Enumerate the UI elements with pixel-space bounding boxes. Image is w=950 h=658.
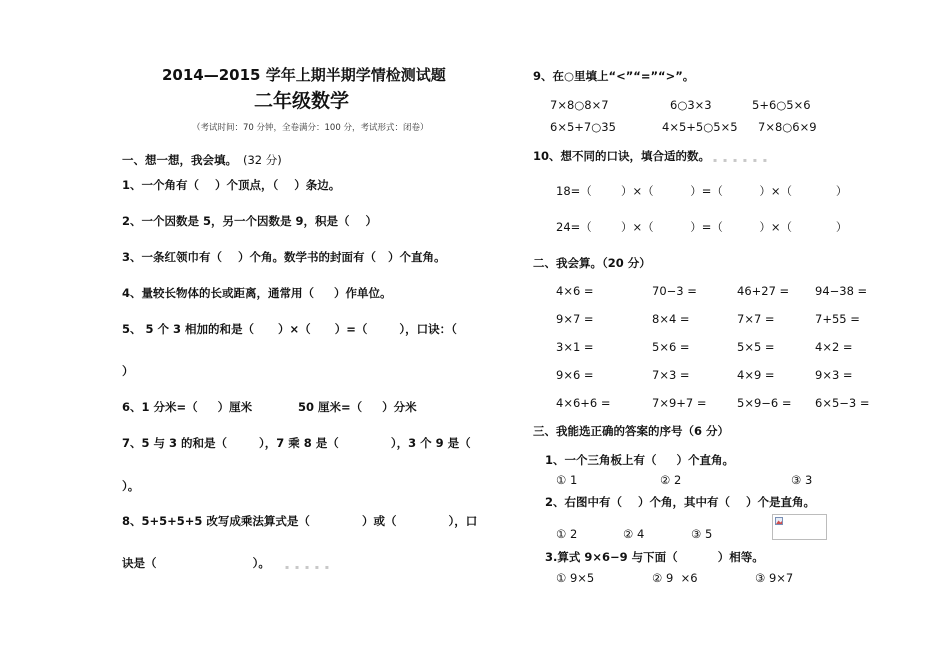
figure-image-placeholder: [772, 514, 827, 540]
calc-item: 5×9−6 =: [737, 396, 792, 410]
calc-item: 7×3 =: [652, 368, 690, 382]
calc-item: 7×7 =: [737, 312, 775, 326]
choice-option: ③ 5: [691, 527, 713, 541]
choice-option: ② 9 ×6: [652, 571, 698, 585]
question-1: 1、一个角有（ ）个顶点，（ ）条边。: [122, 178, 341, 192]
question-10-title: 10、想不同的口诀，填合适的数。: [533, 149, 711, 163]
section-3-title: 三、我能选正确的答案的序号（6 分）: [533, 424, 730, 438]
calc-item: 70−3 =: [652, 284, 697, 298]
choice-option: ① 1: [556, 473, 578, 487]
calc-item: 5×6 =: [652, 340, 690, 354]
broken-image-icon: [775, 517, 783, 525]
calc-item: 9×3 =: [815, 368, 853, 382]
section-2-title: 二、我会算。（20 分）: [533, 256, 651, 270]
calc-item: 4×9 =: [737, 368, 775, 382]
compare-item: 7×8○8×7: [550, 98, 609, 112]
question-7-cont: ）。: [122, 479, 140, 493]
choice-question-2: 2、右图中有（ ）个角，其中有（ ）个是直角。: [545, 495, 816, 509]
choice-option: ③ 3: [791, 473, 813, 487]
question-2: 2、一个因数是 5，另一个因数是 9，积是（ ）: [122, 214, 378, 228]
choice-option: ① 9×5: [556, 571, 595, 585]
calc-item: 4×6 =: [556, 284, 594, 298]
faint-marks: ▪ ▪ ▪ ▪ ▪: [285, 564, 331, 571]
question-4: 4、量较长物体的长或距离，通常用（ ）作单位。: [122, 286, 392, 300]
question-5-cont: ）: [122, 364, 134, 378]
exam-title: 2014—2015 学年上期半期学情检测试题: [162, 66, 446, 84]
subject-title: 二年级数学: [254, 90, 350, 112]
compare-item: 6○3×3: [670, 98, 712, 112]
calc-item: 94−38 =: [815, 284, 868, 298]
question-6b: 50 厘米=（ ）分米: [298, 400, 417, 414]
question-7: 7、5 与 3 的和是（ ），7 乘 8 是（ ），3 个 9 是（: [122, 436, 471, 450]
question-9-title: 9、在○里填上“<”“=”“>”。: [533, 69, 695, 83]
calc-item: 7×9+7 =: [652, 396, 707, 410]
compare-item: 5+6○5×6: [752, 98, 811, 112]
question-6a: 6、1 分米=（ ）厘米: [122, 400, 253, 414]
calc-item: 8×4 =: [652, 312, 690, 326]
calc-item: 9×7 =: [556, 312, 594, 326]
question-10-line: 18=（ ）×（ ）=（ ）×（ ）: [556, 184, 848, 198]
calc-item: 4×2 =: [815, 340, 853, 354]
compare-item: 4×5+5○5×5: [662, 120, 738, 134]
choice-question-1: 1、一个三角板上有（ ）个直角。: [545, 453, 735, 467]
choice-option: ② 2: [660, 473, 682, 487]
compare-item: 6×5+7○35: [550, 120, 616, 134]
question-8: 8、5+5+5+5 改写成乘法算式是（ ）或（ ），口: [122, 514, 478, 528]
question-5: 5、 5 个 3 相加的和是（ ）×（ ）=（ ），口诀：（: [122, 322, 457, 336]
calc-item: 46+27 =: [737, 284, 790, 298]
section-1-score: (32 分): [243, 153, 282, 167]
question-3: 3、一条红领巾有（ ）个角。数学书的封面有（ ）个直角。: [122, 250, 446, 264]
calc-item: 3×1 =: [556, 340, 594, 354]
choice-option: ② 4: [623, 527, 645, 541]
choice-question-3: 3.算式 9×6−9 与下面（ ）相等。: [545, 550, 764, 564]
question-10-line: 24=（ ）×（ ）=（ ）×（ ）: [556, 220, 848, 234]
exam-note: （考试时间：70 分钟，全卷满分：100 分，考试形式：闭卷）: [192, 123, 429, 133]
calc-item: 4×6+6 =: [556, 396, 611, 410]
calc-item: 5×5 =: [737, 340, 775, 354]
faint-marks: ▪ ▪ ▪ ▪ ▪ ▪: [713, 157, 769, 164]
calc-item: 9×6 =: [556, 368, 594, 382]
calc-item: 7+55 =: [815, 312, 860, 326]
choice-option: ③ 9×7: [755, 571, 794, 585]
section-1-title: 一、想一想，我会填。: [122, 153, 237, 167]
question-8-cont: 诀是（ ）。: [122, 556, 270, 570]
compare-item: 7×8○6×9: [758, 120, 817, 134]
calc-item: 6×5−3 =: [815, 396, 870, 410]
choice-option: ① 2: [556, 527, 578, 541]
